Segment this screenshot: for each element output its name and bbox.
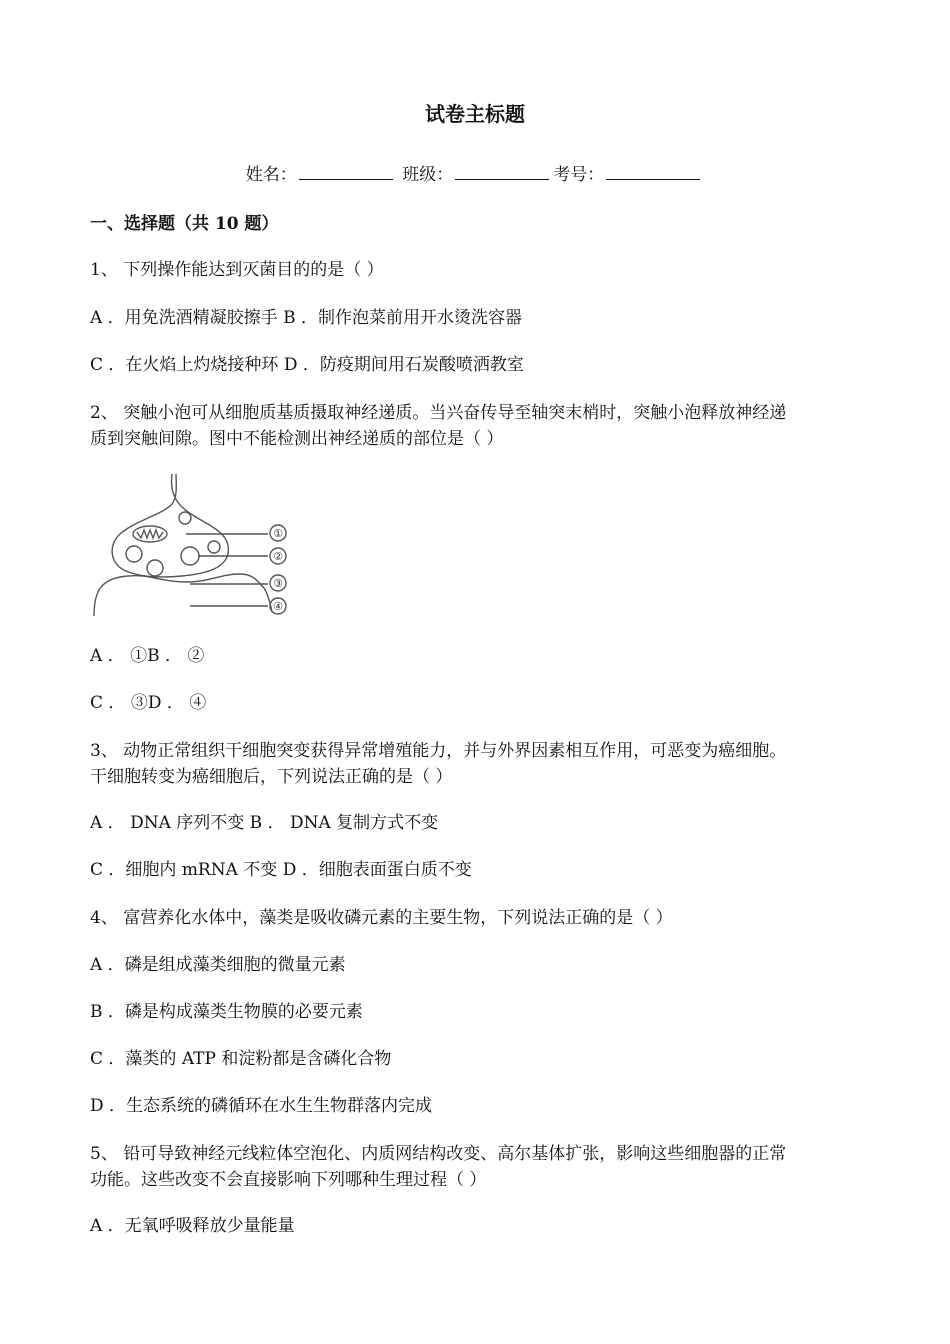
figure-label-2: ②	[273, 550, 283, 563]
page-title: 试卷主标题	[425, 102, 525, 126]
q1-options-cd: C ．在火焰上灼烧接种环 D ．防疫期间用石炭酸喷洒教室	[90, 355, 524, 375]
q1-options-ab: A ．用免洗酒精凝胶擦手 B ．制作泡菜前用开水烫洗容器	[90, 308, 522, 328]
q1-stem: 1、 下列操作能达到灭菌目的的是（ ）	[90, 260, 384, 280]
class-blank[interactable]	[455, 161, 549, 180]
name-blank[interactable]	[299, 161, 393, 180]
q5-stem-line2: 功能。这些改变不会直接影响下列哪种生理过程（ ）	[90, 1170, 487, 1190]
q4-option-c: C ．藻类的 ATP 和淀粉都是含磷化合物	[90, 1049, 392, 1069]
figure-label-1: ①	[273, 527, 283, 540]
q3-options-ab: A ． DNA 序列不变 B ． DNA 复制方式不变	[90, 813, 439, 833]
figure-label-4: ④	[273, 600, 283, 613]
class-label: 班级：	[402, 165, 454, 185]
figure-label-3: ③	[273, 577, 283, 590]
q4-option-d: D ．生态系统的磷循环在水生生物群落内完成	[90, 1096, 433, 1116]
q4-option-b: B ．磷是构成藻类生物膜的必要元素	[90, 1002, 363, 1022]
student-info-line	[0, 160, 950, 185]
id-label: 考号：	[553, 165, 605, 185]
q4-option-a: A ．磷是组成藻类细胞的微量元素	[90, 955, 346, 975]
q3-stem-line1: 3、 动物正常组织干细胞突变获得异常增殖能力，并与外界因素相互作用，可恶变为癌细胞。	[90, 741, 787, 761]
synapse-diagram	[90, 470, 300, 620]
section-heading: 一、选择题（共 10 题）	[90, 214, 279, 234]
q5-option-a: A ．无氧呼吸释放少量能量	[90, 1216, 295, 1236]
q2-options-cd: C ． ③D ． ④	[90, 693, 207, 713]
q5-stem-line1: 5、 铅可导致神经元线粒体空泡化、内质网结构改变、高尔基体扩张，影响这些细胞器的正常	[90, 1144, 787, 1164]
q2-stem-line2: 质到突触间隙。图中不能检测出神经递质的部位是（ ）	[90, 429, 504, 449]
q2-options-ab: A ． ①B ． ②	[90, 646, 205, 666]
name-label: 姓名：	[245, 165, 297, 185]
q4-stem: 4、 富营养化水体中，藻类是吸收磷元素的主要生物，下列说法正确的是（ ）	[90, 908, 673, 928]
q3-stem-line2: 干细胞转变为癌细胞后，下列说法正确的是（ ）	[90, 767, 453, 787]
q2-stem-line1: 2、 突触小泡可从细胞质基质摄取神经递质。当兴奋传导至轴突末梢时，突触小泡释放神经递	[90, 403, 787, 423]
id-blank[interactable]	[606, 161, 700, 180]
q3-options-cd: C ．细胞内 mRNA 不变 D ．细胞表面蛋白质不变	[90, 860, 472, 880]
